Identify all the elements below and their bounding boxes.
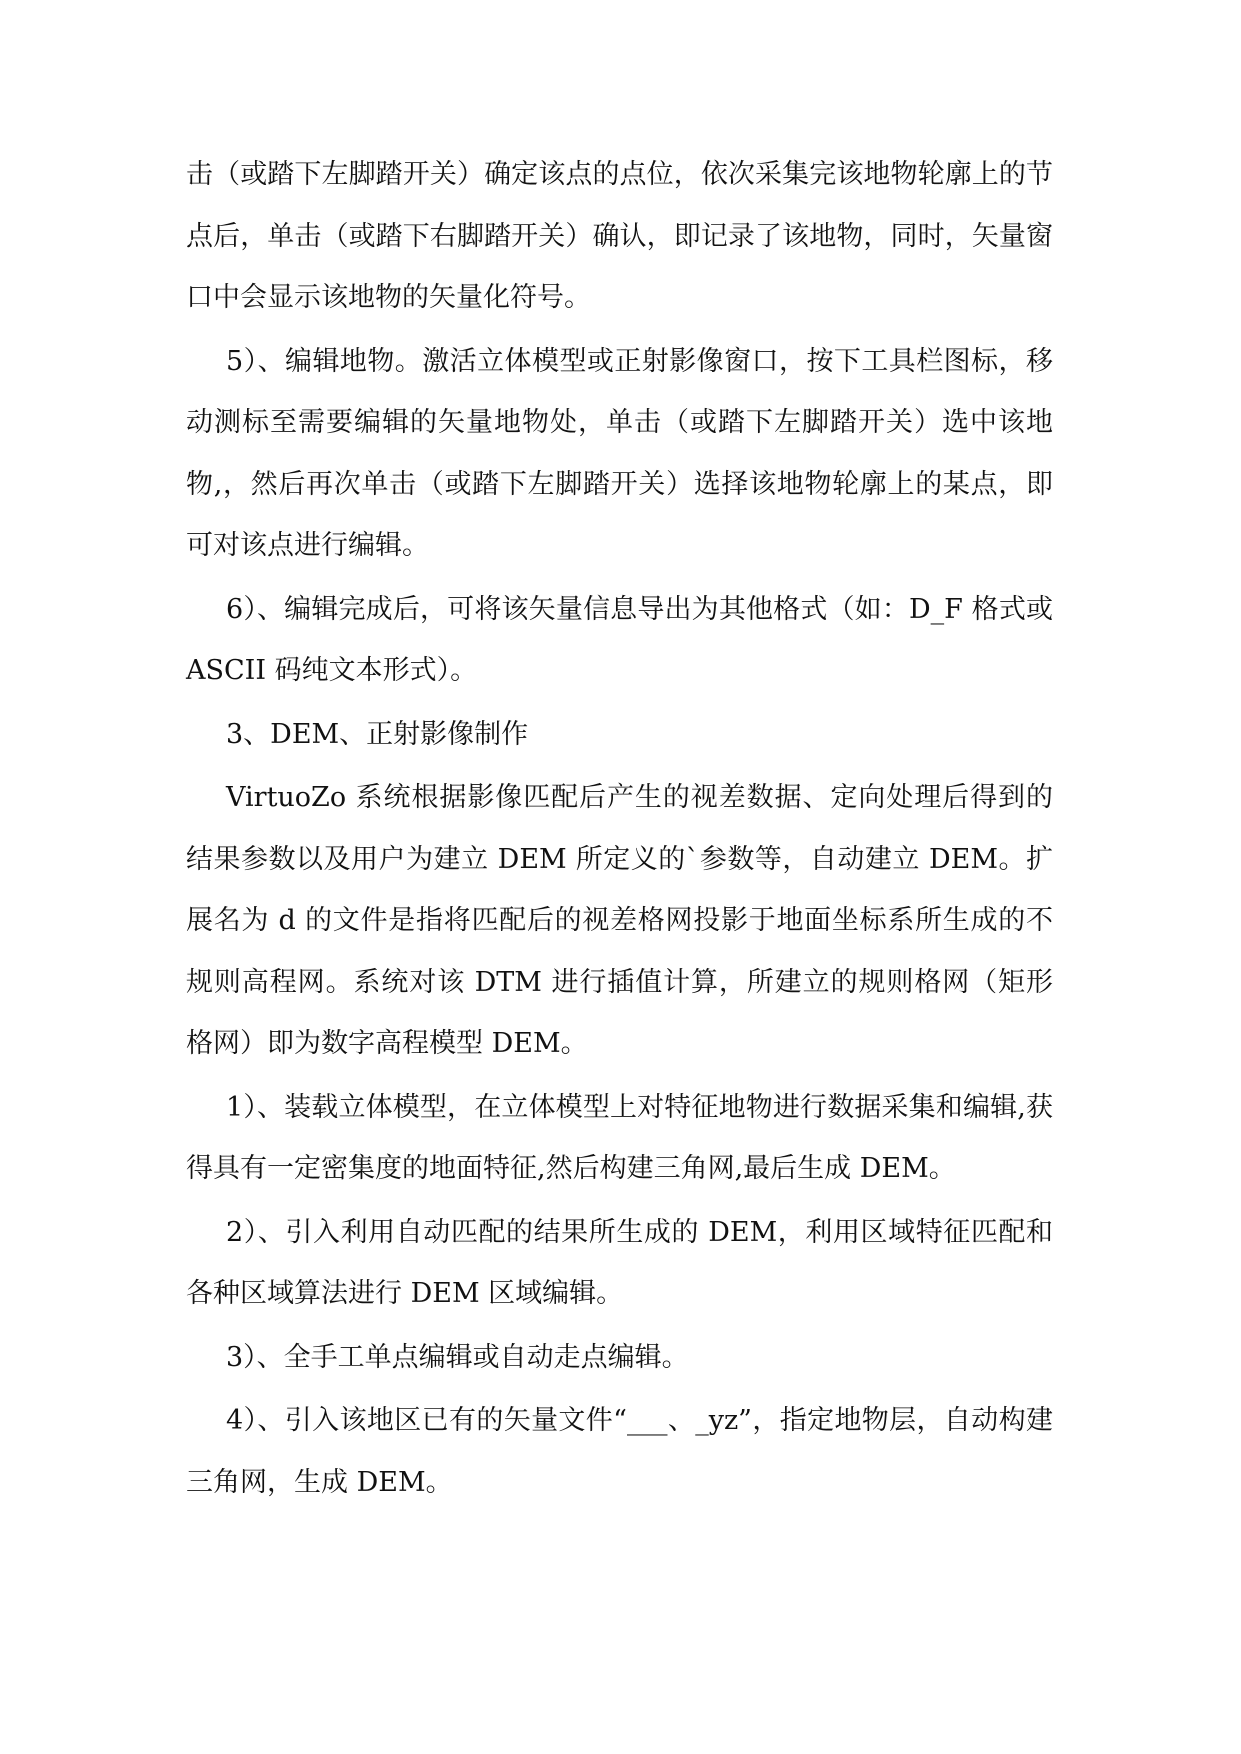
paragraph-dem-step-2: 2）、引入利用自动匹配的结果所生成的 DEM，利用区域特征匹配和各种区域算法进行 DEM 区域编辑。 xyxy=(186,1216,1053,1309)
paragraph-continuation: 击（或踏下左脚踏开关）确定该点的点位，依次采集完该地物轮廓上的节点后，单击（或踏下右脚踏开关）确认，即记录了该地物，同时，矢量窗口中会显示该地物的矢量化符号。 xyxy=(186,159,1053,313)
paragraph-dem-step-3: 3）、全手工单点编辑或自动走点编辑。 xyxy=(226,1341,689,1373)
section-heading-dem-orthophoto: 3、DEM、正射影像制作 xyxy=(226,718,529,750)
paragraph-step-5-edit-features: 5）、编辑地物。激活立体模型或正射影像窗口，按下工具栏图标，移动测标至需要编辑的矢量地物处，单击（或踏下左脚踏开关）选中该地物,，然后再次单击（或踏下左脚踏开关）选择该地物轮廓上的某点，即可对该点进行编辑。 xyxy=(186,345,1053,561)
paragraph-virtuozo-dem-intro: VirtuoZo 系统根据影像匹配后产生的视差数据、定向处理后得到的结果参数以及用户为建立 DEM 所定义的`参数等，自动建立 DEM。扩展名为 d 的文件是指将匹配后的视差格网投影于地面坐标系所生成的不规则高程网。系统对该 DTM 进行插值计算，所建立的规则格网（矩形格网）即为数字高程模型 DEM。 xyxy=(186,782,1053,1059)
document-page xyxy=(186,144,1053,1515)
paragraph-dem-step-4: 4）、引入该地区已有的矢量文件“___、_yz”，指定地物层，自动构建三角网，生成 DEM。 xyxy=(186,1405,1053,1498)
paragraph-dem-step-1: 1）、装载立体模型，在立体模型上对特征地物进行数据采集和编辑,获得具有一定密集度的地面特征,然后构建三角网,最后生成 DEM。 xyxy=(186,1091,1053,1184)
paragraph-step-6-export: 6）、编辑完成后，可将该矢量信息导出为其他格式（如：D_F 格式或 ASCII 码纯文本形式）。 xyxy=(186,593,1053,686)
